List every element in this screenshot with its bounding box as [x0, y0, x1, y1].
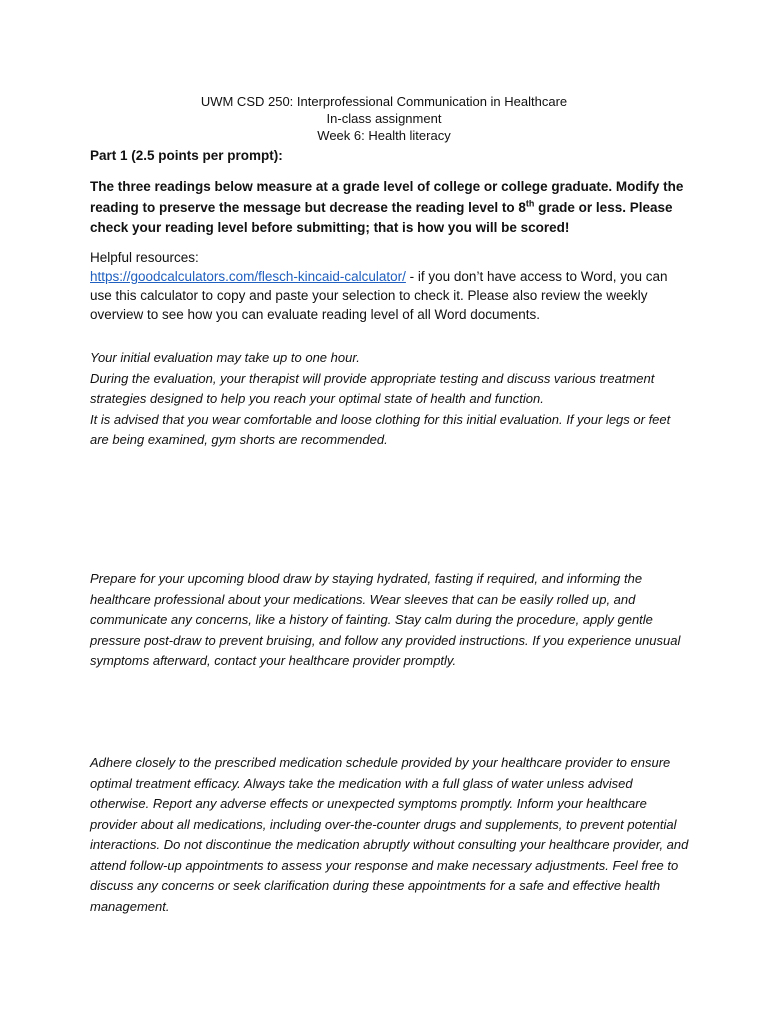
- flesch-kincaid-calculator-link[interactable]: https://goodcalculators.com/flesch-kincaid-calculator/: [90, 269, 406, 284]
- reading-3: [90, 753, 690, 917]
- document-header: [0, 93, 768, 144]
- reading-2-paragraph: Prepare for your upcoming blood draw by staying hydrated, fasting if required, and informing the healthcare professional about your medications. Wear sleeves that can be easily rolled up, and communicate any concerns, like a history of fainting. Stay calm during the procedure, apply gentle pressure post-draw to prevent bruising, and follow any provided instructions. If you experience unusual symptoms afterward, contact your healthcare provider promptly.: [90, 571, 681, 668]
- instructions-text-start: The three readings below measure at a grade level of college or college graduate. Modify the reading to preserve the message but decrease the reading level to 8: [90, 179, 684, 215]
- part-1-heading: Part 1 (2.5 points per prompt):: [90, 148, 283, 163]
- reading-1-paragraph: It is advised that you wear comfortable and loose clothing for this initial evaluation. If your legs or feet are being examined, gym shorts are recommended.: [90, 411, 671, 447]
- reading-2: [90, 569, 690, 672]
- assignment-type: In-class assignment: [326, 111, 442, 126]
- reading-1-paragraph: Your initial evaluation may take up to one hour.: [90, 350, 360, 365]
- instructions-text-end: grade or less. Please check your reading level before submitting; that is how you will be scored!: [90, 199, 673, 235]
- reading-1: [90, 348, 690, 451]
- reading-3-paragraph: Adhere closely to the prescribed medication schedule provided by your healthcare provider to ensure optimal treatment efficacy. Always take the medication with a full glass of water unless advised otherwise. Report any adverse effects or unexpected symptoms promptly. Inform your healthcare provider about all medications, including over-the-counter drugs and supplements, to prevent potential interactions. Do not discontinue the medication abruptly without consulting your healthcare provider, and attend follow-up appointments to assess your response and make necessary adjustments. Feel free to discuss any concerns or seek clarification during these appointments for a safe and effective health management.: [90, 755, 689, 914]
- resources-body: [90, 267, 690, 324]
- helpful-resources: [90, 248, 690, 324]
- reading-1-paragraph: During the evaluation, your therapist will provide appropriate testing and discuss various treatment strategies designed to help you reach your optimal state of health and function.: [90, 370, 655, 406]
- resources-description: - if you don’t have access to Word, you can use this calculator to copy and paste your selection to check it. Please also review the weekly overview to see how you can evaluate reading level of all Word documents.: [90, 269, 668, 322]
- part-1-instructions: [90, 177, 690, 239]
- resources-label: Helpful resources:: [90, 250, 199, 265]
- week-topic: Week 6: Health literacy: [317, 128, 451, 143]
- instructions-superscript: th: [525, 198, 535, 208]
- course-title: UWM CSD 250: Interprofessional Communication in Healthcare: [200, 94, 568, 109]
